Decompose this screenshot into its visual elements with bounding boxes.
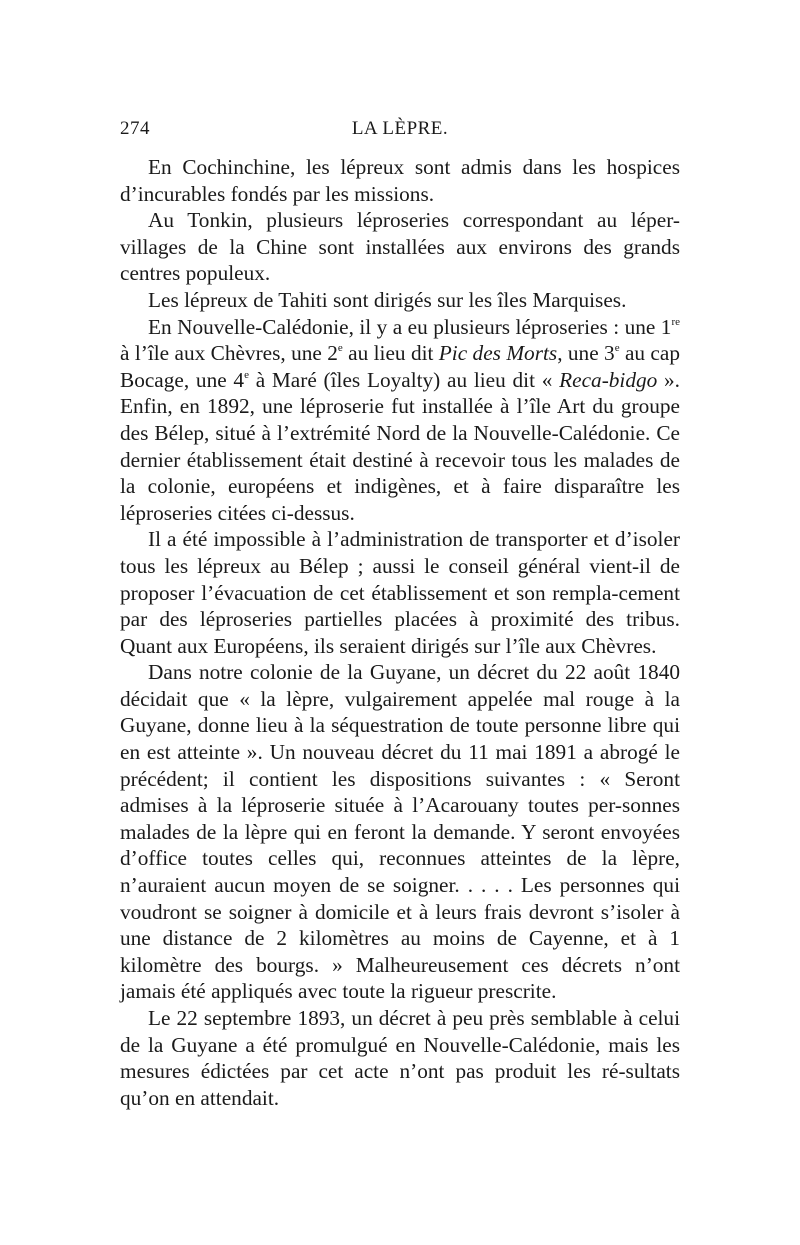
paragraph-guyane: Dans notre colonie de la Guyane, un décret du 22 août 1840 décidait que « la lèpre, vulgairement appelée mal rouge à la Guyane, donne lieu à la séquestration de toute personne libre qui en est atteinte ». Un nouveau décret du 11 mai 1891 a abrogé le précédent; il contient les dispositions suivantes : « Seront admises à la léproserie située à l’Acarouany toutes per-sonnes malades de la lèpre qui en feront la demande. Y seront envoyées d’office toutes celles qui, reconnues atteintes de la lèpre, n’auraient aucun moyen de se soigner. . . . . Les personnes qui voudront se soigner à domicile et à leurs frais devront s’isoler à une distance de 2 kilomètres au moins de Cayenne, et à 1 kilomètre des bourgs. » Malheureusement ces décrets n’ont jamais été appliqués avec toute la rigueur prescrite.: [120, 660, 680, 1004]
paragraph-tahiti: Les lépreux de Tahiti sont dirigés sur les îles Marquises.: [148, 287, 627, 312]
paragraph-nouvelle-caledonie: [120, 314, 680, 527]
superscript: e: [614, 342, 620, 355]
body-text: [120, 154, 680, 1111]
paragraph-decret-1893: Le 22 septembre 1893, un décret à peu près semblable à celui de la Guyane a été promulgué en Nouvelle-Calédonie, mais les mesures édictées par cet acte n’ont pas produit les ré-sultats qu’on en attendait.: [120, 1006, 680, 1110]
running-title: LA LÈPRE.: [351, 118, 449, 139]
italic-place-name: Reca-bidgo: [559, 367, 658, 392]
text-run: au lieu dit: [342, 341, 439, 366]
text-run: , une 3: [557, 341, 615, 366]
paragraph-tonkin: Au Tonkin, plusieurs léproseries correspondant au léper-villages de la Chine sont installées aux environs des grands centres populeux.: [120, 208, 680, 286]
page-number: 274: [120, 118, 150, 139]
text-run: à l’île aux Chèvres, une 2: [120, 341, 338, 366]
paragraph-cochinchine: En Cochinchine, les lépreux sont admis dans les hospices d’incurables fondés par les missions.: [120, 155, 680, 206]
text-run: ». Enfin, en 1892, une léproserie fut installée à l’île Art du groupe des Bélep, situé à l’extrémité Nord de la Nouvelle-Calédonie. Ce dernier établissement était destiné à recevoir tous les malades de la colonie, européens et indigènes, et à faire disparaître les léproseries citées ci-dessus.: [120, 367, 681, 525]
text-run: En Nouvelle-Calédonie, il y a eu plusieurs léproseries : une 1: [148, 314, 672, 339]
superscript: re: [671, 315, 680, 328]
book-page: [120, 118, 680, 1111]
text-run: à Maré (îles Loyalty) au lieu dit «: [248, 367, 560, 392]
superscript: e: [337, 342, 343, 355]
text-run: au cap Bocage, une 4: [120, 341, 680, 392]
paragraph-belep: Il a été impossible à l’administration de transporter et d’isoler tous les lépreux au Bélep ; aussi le conseil général vient-il de proposer l’évacuation de cet établissement et son rempla-cement par des léproseries partielles placées à proximité des tribus. Quant aux Européens, ils seraient dirigés sur l’île aux Chèvres.: [120, 527, 680, 658]
superscript: e: [244, 368, 249, 381]
italic-place-name: Pic des Morts: [438, 341, 558, 366]
page-header: [120, 118, 680, 148]
